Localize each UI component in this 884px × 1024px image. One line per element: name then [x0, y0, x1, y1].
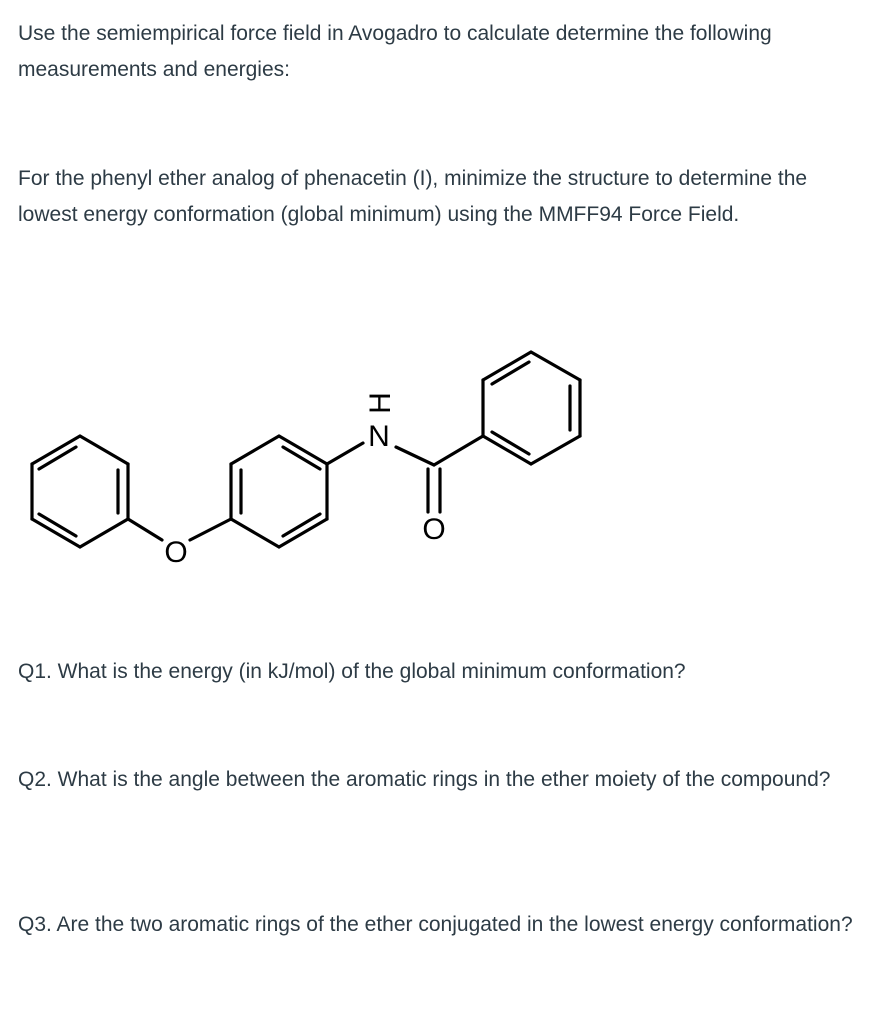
carbonyl-oxygen-label: O [422, 513, 446, 546]
question-2: Q2. What is the angle between the aromatic rings in the ether moiety of the compound? [18, 768, 831, 791]
right-phenyl-ring [483, 352, 580, 464]
intro-text: Use the semiempirical force field in Avogadro to calculate determine the following measurements and energies: [18, 22, 772, 81]
task-text: For the phenyl ether analog of phenacetin (I), minimize the structure to determine the lowest energy conformation (global minimum) using the MMFF94 Force Field. [18, 167, 808, 226]
chemical-structure-diagram [0, 330, 884, 590]
question-3: Q3. Are the two aromatic rings of the ether conjugated in the lowest energy conformation? [18, 913, 853, 936]
middle-phenylene-ring [231, 436, 327, 547]
question-1: Q1. What is the energy (in kJ/mol) of the global minimum conformation? [18, 660, 686, 683]
ether-oxygen-label: O [164, 536, 188, 569]
amide-hydrogen-label: H [364, 392, 397, 414]
aryl-nitrogen-bond [327, 443, 363, 464]
amide-nitrogen-label: N [368, 420, 390, 453]
left-phenyl-ring [32, 436, 128, 547]
amide-bonds [396, 436, 483, 512]
